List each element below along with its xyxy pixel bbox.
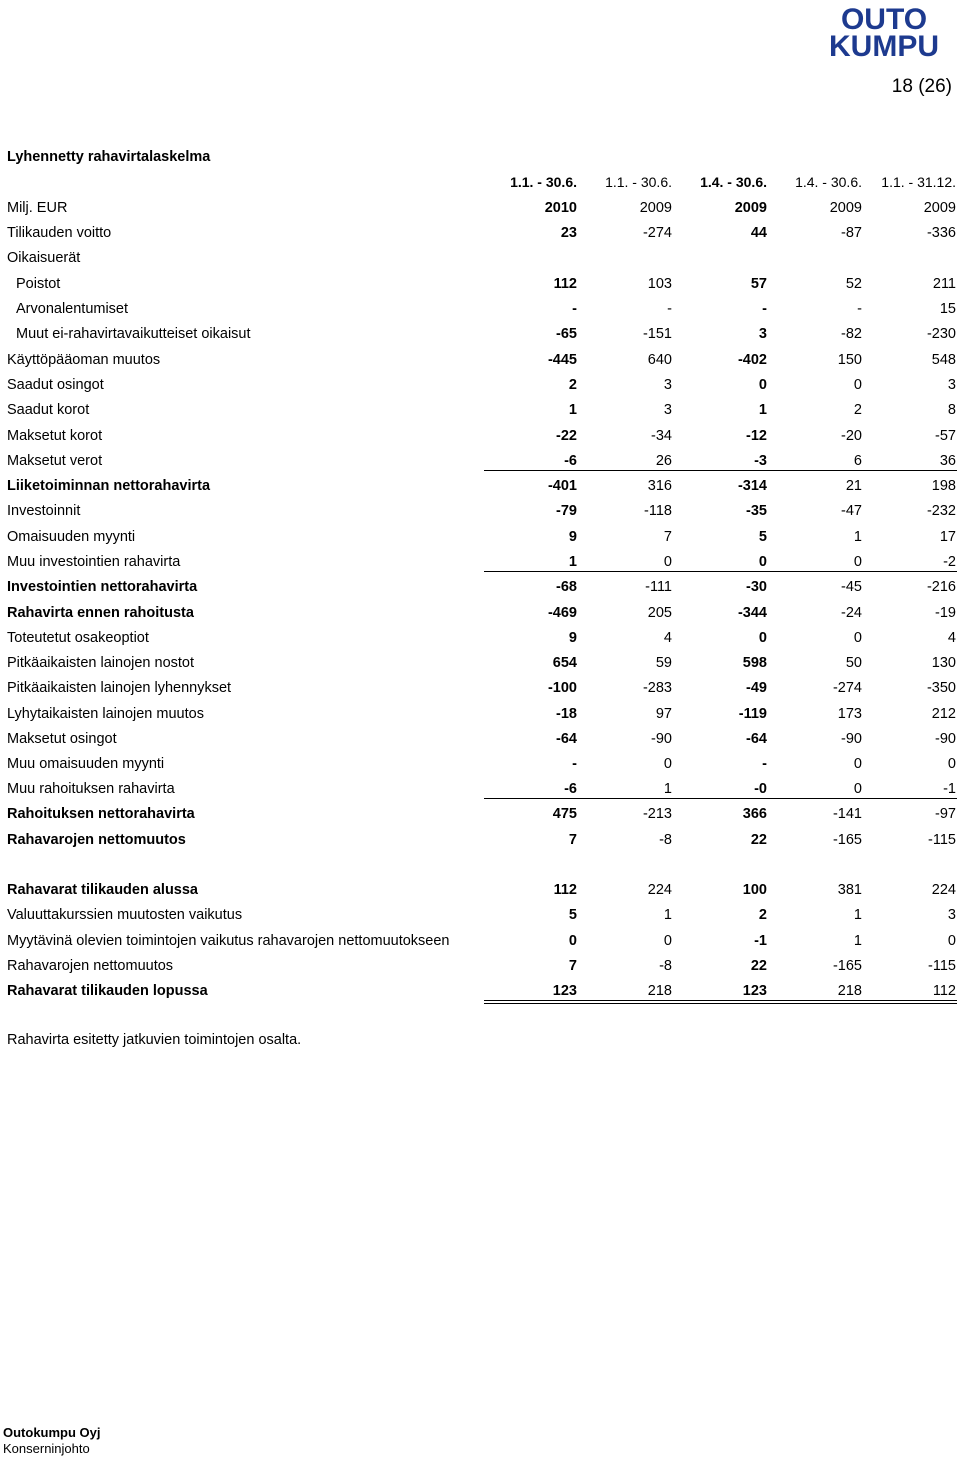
row-label: Investoinnit [7,503,81,519]
row-label: Rahavarat tilikauden lopussa [7,983,208,999]
table-row [0,752,960,776]
table-row [0,651,960,675]
value-cell: 0 [663,756,672,772]
value-cell: 640 [647,352,672,368]
value-cell: - [762,301,767,317]
value-cell: 123 [742,983,767,999]
row-label: Maksetut verot [7,453,103,469]
value-cell: -216 [926,579,956,595]
row-label: Arvonalentumiset [16,301,129,317]
row-label: Toteutetut osakeoptiot [7,630,149,646]
value-cell: -1 [754,933,767,949]
value-cell: 97 [655,706,672,722]
row-label: Saadut osingot [7,377,104,393]
value-cell: 4 [663,630,672,646]
row-label: Muut ei-rahavirtavaikutteiset oikaisut [16,326,251,342]
period-header-row [0,174,960,194]
year-header: 2009 [639,200,672,216]
table-row [0,297,960,321]
value-cell: 198 [931,478,956,494]
table-row [0,929,960,953]
row-label: Lyhytaikaisten lainojen muutos [7,706,204,722]
value-cell: 17 [939,529,956,545]
value-cell: -336 [926,225,956,241]
table-row [0,525,960,549]
table-row [0,221,960,245]
row-label: Rahavarat tilikauden alussa [7,882,198,898]
value-cell: 224 [647,882,672,898]
page-number: 18 (26) [891,76,952,97]
row-label: Oikaisuerät [7,250,81,266]
table-row [0,322,960,346]
row-label: Muu investointien rahavirta [7,554,181,570]
value-cell: -230 [926,326,956,342]
value-cell: 36 [939,453,956,469]
value-cell: 1 [758,402,767,418]
period-header: 1.1. - 31.12. [881,174,956,190]
unit-label: Milj. EUR [7,200,68,216]
value-cell: 0 [853,554,862,570]
value-cell: -232 [926,503,956,519]
value-cell: - [572,756,577,772]
value-cell: -19 [935,605,956,621]
value-cell: -8 [659,958,672,974]
value-cell: -3 [754,453,767,469]
row-label: Investointien nettorahavirta [7,579,198,595]
value-cell: 0 [663,933,672,949]
value-cell: 123 [552,983,577,999]
value-cell: 150 [837,352,862,368]
table-row [0,903,960,927]
value-cell: -22 [556,428,577,444]
row-label: Tilikauden voitto [7,225,112,241]
value-cell: - [572,301,577,317]
value-cell: 1 [853,529,862,545]
table-row [0,474,960,498]
value-cell: 218 [647,983,672,999]
page-footer [3,1425,101,1457]
row-label: Pitkäaikaisten lainojen nostot [7,655,195,671]
row-label: Valuuttakurssien muutosten vaikutus [7,907,243,923]
table-row [0,878,960,902]
value-cell: -6 [564,453,577,469]
value-cell: 366 [742,806,767,822]
value-cell: -151 [642,326,672,342]
value-cell: -165 [832,958,862,974]
total-rule [484,1000,957,1001]
value-cell: 1 [568,402,577,418]
value-cell: 316 [647,478,672,494]
value-cell: -402 [737,352,767,368]
value-cell: -57 [935,428,956,444]
logo-line-2: KUMPU [829,30,939,58]
value-cell: 0 [853,630,862,646]
value-cell: 2 [758,907,767,923]
value-cell: 548 [931,352,956,368]
table-row [0,601,960,625]
table-row [0,626,960,650]
value-cell: -49 [746,680,767,696]
value-cell: 173 [837,706,862,722]
subtotal-rule [484,798,957,799]
value-cell: 1 [853,933,862,949]
value-cell: 4 [947,630,956,646]
value-cell: 0 [758,630,767,646]
table-row [0,398,960,422]
period-header: 1.4. - 30.6. [700,174,767,190]
value-cell: -64 [556,731,577,747]
value-cell: -90 [651,731,672,747]
value-cell: 0 [568,933,577,949]
row-label: Käyttöpääoman muutos [7,352,161,368]
table-row [0,702,960,726]
value-cell: 0 [758,377,767,393]
value-cell: -82 [841,326,862,342]
value-cell: 2 [568,377,577,393]
value-cell: 8 [947,402,956,418]
value-cell: -97 [935,806,956,822]
table-row [0,802,960,826]
value-cell: -115 [928,832,956,848]
value-cell: -344 [737,605,767,621]
table-row [0,954,960,978]
value-cell: 21 [845,478,862,494]
value-cell: 475 [552,806,577,822]
value-cell: 5 [568,907,577,923]
row-label: Rahavarojen nettomuutos [7,832,186,848]
value-cell: -90 [841,731,862,747]
value-cell: 1 [663,781,672,797]
value-cell: 22 [750,958,767,974]
total-rule [484,1003,957,1004]
value-cell: 3 [663,377,672,393]
value-cell: -34 [651,428,672,444]
company-logo [816,2,952,58]
value-cell: 212 [931,706,956,722]
row-label: Poistot [16,276,61,292]
value-cell: -283 [642,680,672,696]
value-cell: - [857,301,862,317]
row-label: Maksetut osingot [7,731,117,747]
value-cell: -35 [746,503,767,519]
row-label: Pitkäaikaisten lainojen lyhennykset [7,680,232,696]
value-cell: -213 [642,806,672,822]
value-cell: 23 [560,225,577,241]
value-cell: 44 [750,225,767,241]
value-cell: 3 [947,377,956,393]
value-cell: -90 [935,731,956,747]
value-cell: 218 [837,983,862,999]
table-row [0,676,960,700]
subtotal-rule [484,470,957,471]
value-cell: 3 [947,907,956,923]
value-cell: 6 [853,453,862,469]
value-cell: -18 [556,706,577,722]
logo-line-1: OUTO [840,3,928,36]
value-cell: -20 [841,428,862,444]
footer-unit: Konserninjohto [3,1441,90,1456]
value-cell: 103 [647,276,672,292]
period-header: 1.1. - 30.6. [605,174,672,190]
value-cell: 22 [750,832,767,848]
row-label: Rahoituksen nettorahavirta [7,806,195,822]
period-header: 1.1. - 30.6. [510,174,577,190]
table-row [0,272,960,296]
value-cell: -79 [556,503,577,519]
row-label: Maksetut korot [7,428,103,444]
subtotal-rule [484,571,957,572]
value-cell: 0 [663,554,672,570]
value-cell: 112 [553,276,577,292]
value-cell: - [667,301,672,317]
value-cell: 0 [853,377,862,393]
table-row [0,246,960,270]
value-cell: -100 [547,680,577,696]
value-cell: 0 [947,933,956,949]
value-cell: -30 [746,579,767,595]
value-cell: -165 [832,832,862,848]
year-header-row [0,196,960,220]
value-cell: 654 [552,655,577,671]
value-cell: -12 [746,428,767,444]
table-row [0,575,960,599]
value-cell: - [762,756,767,772]
value-cell: -6 [564,781,577,797]
row-label: Liiketoiminnan nettorahavirta [7,478,211,494]
value-cell: 50 [845,655,862,671]
value-cell: 57 [750,276,767,292]
value-cell: -350 [926,680,956,696]
row-label: Rahavarojen nettomuutos [7,958,174,974]
table-row [0,373,960,397]
value-cell: 9 [568,630,577,646]
value-cell: 211 [932,276,956,292]
value-cell: 0 [947,756,956,772]
value-cell: -314 [737,478,767,494]
value-cell: 112 [932,983,956,999]
value-cell: -87 [841,225,862,241]
value-cell: 7 [568,958,577,974]
value-cell: -2 [943,554,956,570]
table-row [0,424,960,448]
value-cell: -64 [746,731,767,747]
page-title: Lyhennetty rahavirtalaskelma [7,149,211,165]
row-label: Muu omaisuuden myynti [7,756,165,772]
footnote: Rahavirta esitetty jatkuvien toimintojen osalta. [7,1032,302,1048]
year-header: 2009 [734,200,767,216]
value-cell: 224 [931,882,956,898]
value-cell: -119 [738,706,767,722]
row-label: Muu rahoituksen rahavirta [7,781,175,797]
table-row [0,499,960,523]
value-cell: -8 [659,832,672,848]
value-cell: 59 [655,655,672,671]
value-cell: 100 [742,882,767,898]
value-cell: 7 [663,529,672,545]
value-cell: 0 [853,781,862,797]
value-cell: 1 [568,554,577,570]
value-cell: -401 [547,478,577,494]
value-cell: -115 [928,958,956,974]
value-cell: 7 [568,832,577,848]
value-cell: -47 [841,503,862,519]
table-row [0,727,960,751]
value-cell: 15 [939,301,956,317]
value-cell: -68 [556,579,577,595]
value-cell: -445 [547,352,577,368]
value-cell: -141 [832,806,862,822]
value-cell: -1 [943,781,956,797]
year-header: 2009 [923,200,956,216]
value-cell: 381 [837,882,862,898]
value-cell: 112 [553,882,577,898]
value-cell: -24 [841,605,862,621]
row-label: Saadut korot [7,402,90,418]
value-cell: 5 [758,529,767,545]
value-cell: -118 [644,503,672,519]
value-cell: 1 [663,907,672,923]
value-cell: 3 [663,402,672,418]
footer-company: Outokumpu Oyj [3,1425,101,1440]
value-cell: 0 [853,756,862,772]
year-header: 2009 [829,200,862,216]
table-row [0,348,960,372]
value-cell: 0 [758,554,767,570]
row-label: Omaisuuden myynti [7,529,136,545]
value-cell: 52 [845,276,862,292]
value-cell: 9 [568,529,577,545]
value-cell: 130 [931,655,956,671]
value-cell: 26 [655,453,672,469]
value-cell: -274 [642,225,672,241]
period-header: 1.4. - 30.6. [795,174,862,190]
value-cell: 2 [853,402,862,418]
value-cell: 3 [758,326,767,342]
row-label: Rahavirta ennen rahoitusta [7,605,194,621]
value-cell: 205 [647,605,672,621]
value-cell: 598 [742,655,767,671]
value-cell: -45 [841,579,862,595]
value-cell: -274 [832,680,862,696]
year-header: 2010 [544,200,577,216]
table-row [0,828,960,852]
value-cell: -65 [556,326,577,342]
value-cell: -111 [645,579,672,595]
row-label: Myytävinä olevien toimintojen vaikutus rahavarojen nettomuutokseen [7,933,450,949]
value-cell: -0 [754,781,767,797]
value-cell: 1 [853,907,862,923]
value-cell: -469 [547,605,577,621]
